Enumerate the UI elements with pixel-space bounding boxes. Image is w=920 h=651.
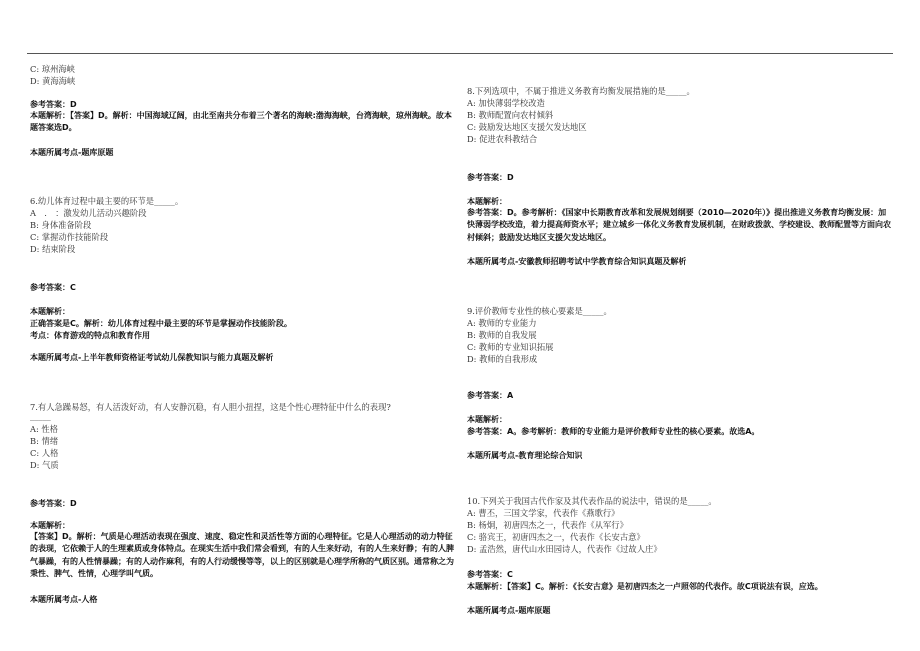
q9-option-d: D: 教师的自我形成	[467, 354, 538, 364]
q7-option-c: C: 人格	[30, 448, 59, 458]
q9-option-b: B: 教师的自我发展	[467, 330, 537, 340]
q6-explanation: 正确答案是C。解析：幼儿体育过程中最主要的环节是掌握动作技能阶段。	[30, 319, 292, 328]
q7-source: 本题所属考点-人格	[30, 595, 98, 604]
q10-option-d: D: 孟浩然，唐代山水田园诗人，代表作《过故人庄》	[467, 544, 662, 554]
q5-answer: 参考答案：D	[30, 100, 77, 109]
q8-stem: 8.下列选项中，不属于推进义务教育均衡发展措施的是_____。	[467, 86, 695, 96]
q9-option-c: C: 教师的专业知识拓展	[467, 342, 554, 352]
q5-source: 本题所属考点-题库原题	[30, 148, 114, 157]
q9-option-a: A: 教师的专业能力	[467, 318, 537, 328]
q6-explanation-title: 本题解析：	[30, 307, 70, 316]
q7-stem-blank: _____	[30, 411, 51, 421]
q10-stem: 10.下列关于我国古代作家及其代表作品的说法中，错误的是_____。	[467, 496, 717, 506]
q7-explanation: 【答案】D。解析：气质是心理活动表现在强度、速度、稳定性和灵活性等方面的心理特征。它是人心理活动的动力特征的表现，它依赖于人的生理素质或身体特点。在现实生活中我们常会看到，有的人生来好动，有的人生来好静；有的人脾气暴躁，有的人性情暴躁；有的人动作麻利，有的人行动缓慢等等，以上的区别就是心理学所称的气质区别。通常称之为秉性、脾气、性情，心理学叫气质。	[30, 532, 454, 579]
q5-option-c: C: 琼州海峡	[30, 64, 75, 74]
q7-option-a: A: 性格	[30, 424, 59, 434]
q9-explanation-title: 本题解析：	[467, 415, 507, 424]
q7-option-d: D: 气质	[30, 460, 59, 470]
q6-option-b: B: 身体准备阶段	[30, 220, 92, 230]
q9-answer: 参考答案：A	[467, 391, 514, 400]
q6-stem: 6.幼儿体育过程中最主要的环节是_____。	[30, 196, 184, 206]
q8-answer: 参考答案：D	[467, 173, 514, 182]
q8-source: 本题所属考点-安徽教师招聘考试中学教育综合知识真题及解析	[467, 257, 687, 266]
q9-explanation: 参考答案：A。参考解析：教师的专业能力是评价教师专业性的核心要素。故选A。	[467, 427, 760, 436]
q9-stem: 9.评价教师专业性的核心要素是_____。	[467, 306, 612, 316]
q6-topic: 考点：体育游戏的特点和教育作用	[30, 331, 150, 340]
q9-source: 本题所属考点-教育理论综合知识	[467, 451, 583, 460]
q6-option-d: D: 结束阶段	[30, 244, 76, 254]
q7-option-b: B: 情绪	[30, 436, 59, 446]
q6-source: 本题所属考点-上半年教师资格证考试幼儿保教知识与能力真题及解析	[30, 353, 274, 362]
q5-option-d: D: 黄海海峡	[30, 76, 76, 86]
q6-answer: 参考答案：C	[30, 283, 76, 292]
q10-answer: 参考答案：C	[467, 570, 513, 579]
q7-explanation-title: 本题解析：	[30, 521, 70, 530]
q6-option-a: A . ：激发幼儿活动兴趣阶段	[30, 208, 147, 218]
q8-option-c: C: 鼓励发达地区支援欠发达地区	[467, 122, 587, 132]
q5-explanation: 本题解析：【答案】D。解析：中国海域辽阔，由北至南共分布着三个著名的海峡:渤海海峡，台湾海峡，琼州海峡。故本题答案选D。	[30, 111, 452, 133]
header-rule	[27, 53, 893, 54]
q10-option-c: C: 骆宾王，初唐四杰之一，代表作《长安古意》	[467, 532, 645, 542]
q7-answer: 参考答案：D	[30, 499, 77, 508]
q8-option-d: D: 促进农科教结合	[467, 134, 538, 144]
q10-explanation: 本题解析：【答案】C。解析：《长安古意》是初唐四杰之一卢照邻的代表作。故C项说法有误，应选。	[467, 582, 823, 591]
q10-option-a: A: 曹丕，三国文学家，代表作《燕歌行》	[467, 508, 620, 518]
q10-source: 本题所属考点-题库原题	[467, 606, 551, 615]
q8-explanation: 参考答案：D。参考解析：《国家中长期教育改革和发展规划纲要（2010—2020年）》提出推进义务教育均衡发展：加快薄弱学校改造，着力提高师资水平；建立城乡一体化义务教育发展机制，在财政拨款、学校建设、教师配置等方面向农村倾斜；鼓励发达地区支援欠发达地区。	[467, 208, 891, 242]
q8-option-b: B: 教师配置向农村倾斜	[467, 110, 554, 120]
q10-option-b: B: 杨炯，初唐四杰之一，代表作《从军行》	[467, 520, 628, 530]
q7-stem: 7.有人急躁易怒，有人活泼好动，有人安静沉稳，有人胆小扭捏，这是个性心理特征中什么的表现?	[30, 402, 391, 412]
q6-option-c: C: 掌握动作技能阶段	[30, 232, 109, 242]
q8-option-a: A: 加快薄弱学校改造	[467, 98, 545, 108]
q8-explanation-title: 本题解析：	[467, 197, 507, 206]
